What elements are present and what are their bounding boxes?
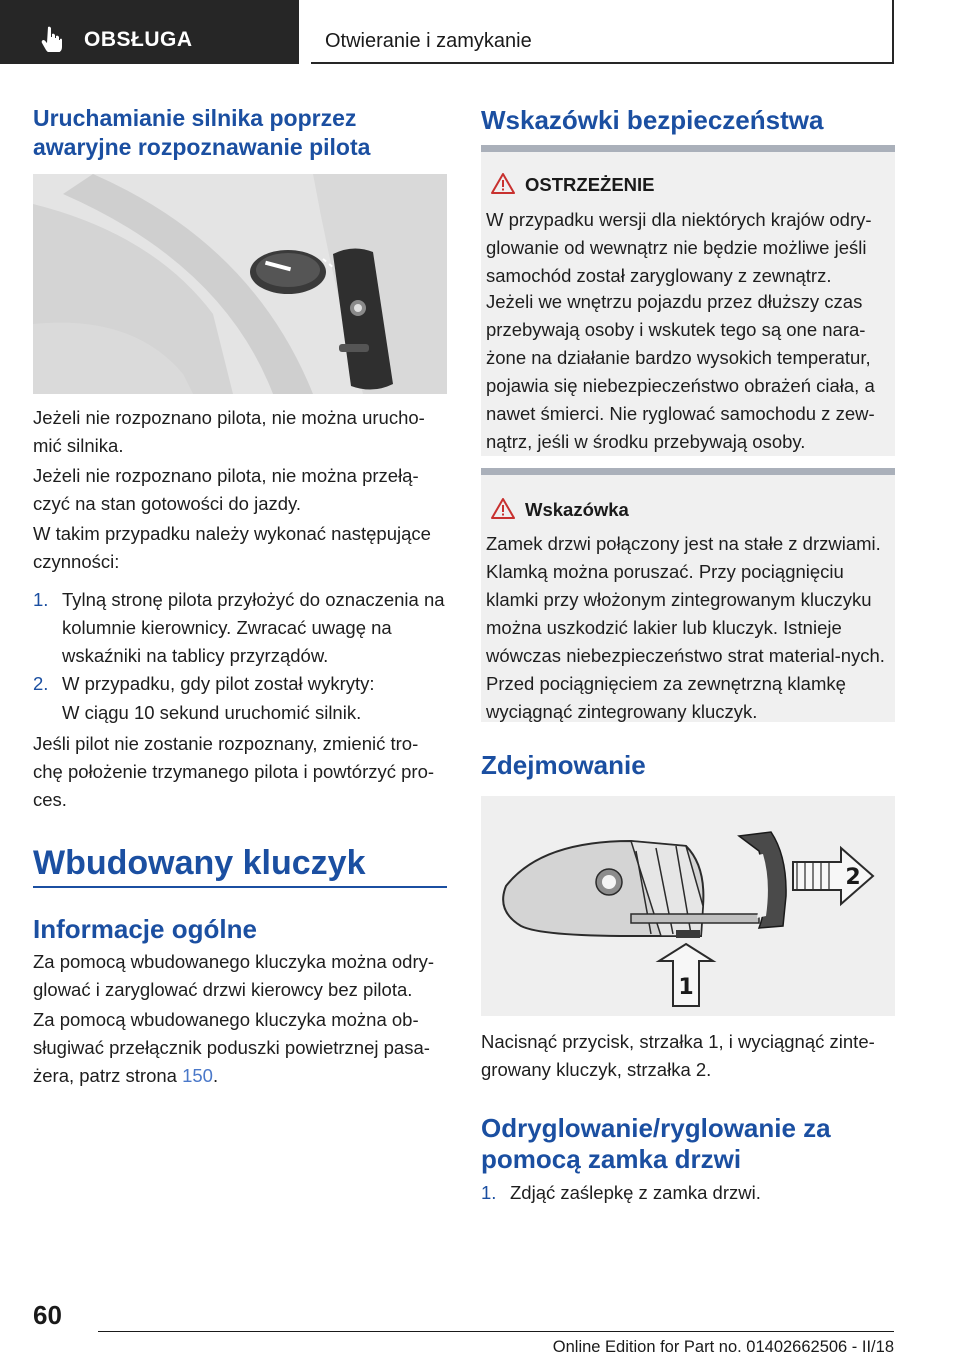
page-link[interactable]: 150 bbox=[182, 1065, 213, 1086]
chapter-label: Otwieranie i zamykanie bbox=[325, 30, 532, 52]
list-number: 2. bbox=[33, 673, 49, 694]
list-number: 1. bbox=[33, 589, 49, 610]
heading-safety: Wskazówki bezpieczeństwa bbox=[481, 105, 824, 135]
chapter-tab bbox=[311, 0, 894, 64]
note-title: Wskazówka bbox=[525, 499, 629, 520]
paragraph-end: . bbox=[212, 1065, 219, 1086]
warning-box bbox=[481, 152, 895, 456]
paragraph bbox=[33, 1006, 447, 1090]
note-box bbox=[481, 475, 895, 722]
warning-paragraph: Jeżeli we wnętrzu pojazdu przez dłuższy czas przebywają osoby i wskutek tego są one nara‐żone na działanie bardzo wysokich temperatur, pojawia się niebezpieczeństwo obrażeń ciała, a nawet śmierci. Nie ryglować samochodu z zew‐nątrz, jeśli w środku przebywają osoby. bbox=[486, 291, 875, 452]
heading-integrated-key: Wbudowany kluczyk bbox=[33, 844, 366, 882]
paragraph: Za pomocą wbudowanego kluczyka można odry‐glować i zaryglować drzwi kierowcy bez pilota. bbox=[33, 951, 435, 1000]
heading-removal: Zdejmowanie bbox=[481, 750, 646, 780]
section-tab bbox=[0, 0, 299, 64]
paragraph: W takim przypadku należy wykonać następujące czynności: bbox=[33, 523, 431, 572]
hand-pointer-icon bbox=[40, 26, 64, 52]
list-item: Zdjąć zaślepkę z zamka drzwi. bbox=[510, 1182, 761, 1203]
paragraph: Jeśli pilot nie zostanie rozpoznany, zmienić tro‐chę położenie trzymanego pilota i powtórzyć pro‐ces. bbox=[33, 733, 435, 810]
list-item: W przypadku, gdy pilot został wykryty: bbox=[62, 673, 375, 694]
list-number: 1. bbox=[481, 1182, 497, 1203]
paragraph: Jeżeli nie rozpoznano pilota, nie można przełą‐czyć na stan gotowości do jazdy. bbox=[33, 465, 419, 514]
note-rule bbox=[481, 468, 895, 475]
steering-column-illustration bbox=[33, 174, 447, 394]
warning-title: OSTRZEŻENIE bbox=[525, 174, 655, 195]
warning-rule bbox=[481, 145, 895, 152]
note-paragraph: Zamek drzwi połączony jest na stałe z drzwiami. Klamką można poruszać. Przy pociągnięciu klamki przy włożonym zintegrowanym kluczyku można uszkodzić lakier lub kluczyk. Istnieje wówczas niebezpieczeństwo strat material‐nych. Przed pociągnięciem za zewnętrzną klamkę wyciągnąć zintegrowany kluczyk. bbox=[486, 533, 885, 722]
footer-edition: Online Edition for Part no. 01402662506 - II/18 bbox=[552, 1338, 894, 1356]
heading-general-info: Informacje ogólne bbox=[33, 914, 257, 944]
footer-rule bbox=[98, 1331, 894, 1332]
arrow-label-2: 2 bbox=[845, 865, 861, 890]
steering-column-figure bbox=[33, 174, 447, 394]
paragraph: Jeżeli nie rozpoznano pilota, nie można urucho‐mić silnika. bbox=[33, 407, 425, 456]
paragraph-text: Za pomocą wbudowanego kluczyka można ob‐sługiwać przełącznik poduszki powietrznej pasa‐żera, patrz strona bbox=[33, 1009, 430, 1086]
warning-paragraph: W przypadku wersji dla niektórych krajów odry‐glowanie od wewnątrz nie będzie możliwe jeśli samochód został zaryglowany z zewnątrz. bbox=[486, 209, 872, 286]
list-item: Tylną stronę pilota przyłożyć do oznaczenia na kolumnie kierownicy. Zwracać uwagę na wskaźniki na tablicy przyrządów. bbox=[62, 589, 445, 666]
arrow-label-1: 1 bbox=[678, 975, 694, 1000]
paragraph: W ciągu 10 sekund uruchomić silnik. bbox=[62, 702, 362, 723]
heading-door-lock: Odryglowanie/ryglowanie za pomocą zamka drzwi bbox=[481, 1113, 831, 1174]
page-number: 60 bbox=[33, 1300, 62, 1330]
key-removal-figure bbox=[481, 796, 895, 1016]
warning-triangle-icon bbox=[491, 172, 515, 194]
section-label: OBSŁUGA bbox=[84, 28, 193, 51]
paragraph: Nacisnąć przycisk, strzałka 1, i wyciągnąć zinte‐growany kluczyk, strzałka 2. bbox=[481, 1031, 875, 1080]
heading-rule bbox=[33, 886, 447, 888]
warning-triangle-icon bbox=[491, 497, 515, 519]
key-removal-illustration bbox=[481, 796, 895, 1016]
heading-startup: Uruchamianie silnika poprzez awaryjne rozpoznawanie pilota bbox=[33, 105, 371, 160]
